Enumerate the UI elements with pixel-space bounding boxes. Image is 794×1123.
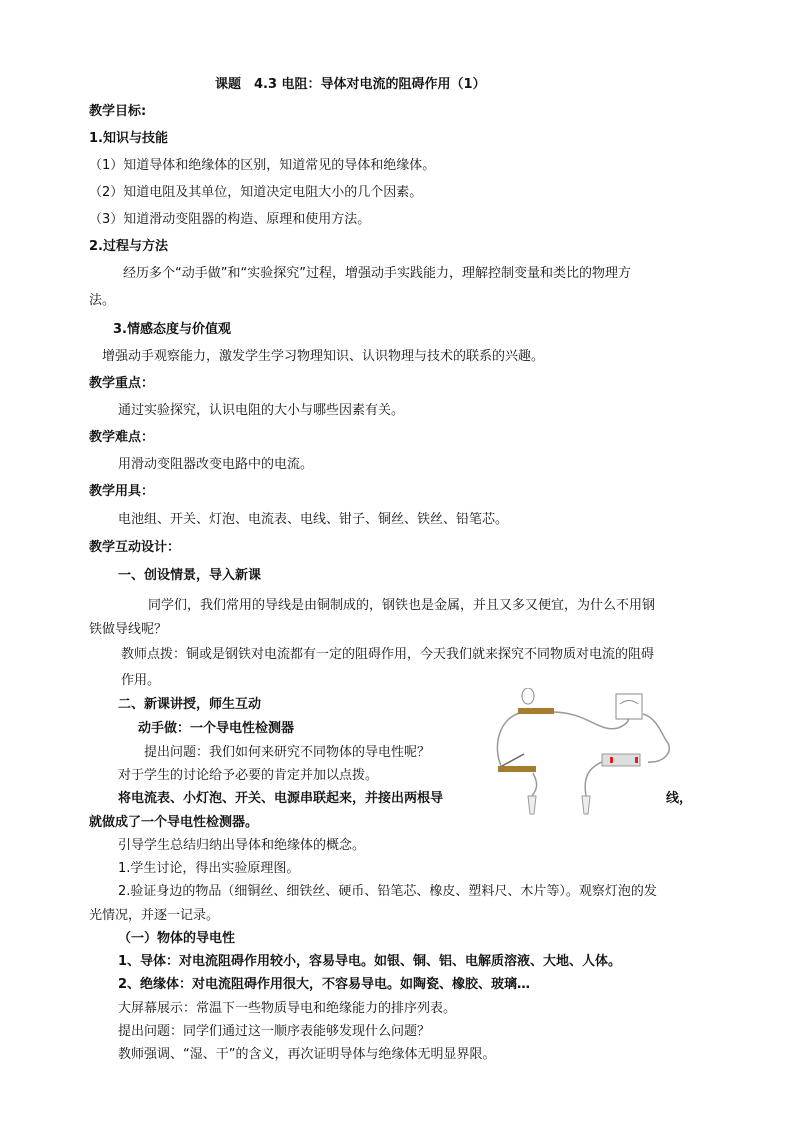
- text-line: 教学难点：: [89, 430, 155, 445]
- text-line: 一、创设情景，导入新课: [118, 568, 262, 583]
- text-line: 线，: [666, 791, 693, 806]
- alligator-clip-icon: [528, 796, 536, 814]
- text-line: 教师强调、“湿、干”的含义，再次证明导体与绝缘体无明显界限。: [118, 1047, 496, 1062]
- text-line: 引导学生总结归纳出导体和绝缘体的概念。: [118, 838, 366, 853]
- alligator-clip-icon: [582, 796, 590, 814]
- ammeter-icon: [616, 694, 642, 719]
- text-line: 法。: [89, 293, 116, 308]
- text-line: （1）知道导体和绝缘体的区别，知道常见的导体和绝缘体。: [89, 158, 436, 173]
- text-line: 提出问题：我们如何来研究不同物体的导电性呢？: [144, 745, 431, 760]
- text-line: 二、新课讲授，师生互动: [118, 697, 262, 712]
- text-line: 教学重点：: [89, 376, 155, 391]
- text-line: （3）知道滑动变阻器的构造、原理和使用方法。: [89, 212, 371, 227]
- text-line: 提出问题：同学们通过这一顺序表能够发现什么问题？: [118, 1024, 431, 1039]
- bulb-icon: [522, 688, 534, 704]
- lesson-title: 课题 4.3 电阻：导体对电流的阻碍作用（1）: [215, 77, 486, 92]
- text-line: 教师点拨：铜或是钢铁对电流都有一定的阻碍作用，今天我们就来探究不同物质对电流的阻碍: [121, 647, 655, 662]
- bulb-base: [518, 708, 554, 714]
- text-line: 通过实验探究，认识电阻的大小与哪些因素有关。: [118, 403, 405, 418]
- text-line: 1.学生讨论，得出实验原理图。: [118, 861, 300, 876]
- text-line: 教学互动设计：: [89, 540, 181, 555]
- text-line: 用滑动变阻器改变电路中的电流。: [118, 457, 314, 472]
- text-line: 2.过程与方法: [89, 239, 168, 254]
- text-line: 电池组、开关、灯泡、电流表、电线、钳子、铜丝、铁丝、铅笔芯。: [118, 512, 509, 527]
- text-line: 经历多个“动手做”和“实验探究”过程，增强动手实践能力，理解控制变量和类比的物理方: [123, 266, 631, 281]
- battery-icon: [602, 754, 640, 766]
- text-line: 2、绝缘体：对电流阻碍作用很大，不容易导电。如陶瓷、橡胶、玻璃…: [118, 977, 531, 992]
- text-line: （一）物体的导电性: [118, 931, 236, 946]
- conductivity-tester-circuit-image: [488, 688, 708, 820]
- text-line: 1、导体：对电流阻碍作用较小，容易导电。如银、铜、铝、电解质溶液、大地、人体。: [118, 954, 622, 969]
- text-line: 教学用具：: [89, 484, 155, 499]
- text-line: 铁做导线呢？: [89, 622, 168, 637]
- text-line: 同学们，我们常用的导线是由铜制成的，钢铁也是金属，并且又多又便宜，为什么不用钢: [148, 598, 656, 613]
- text-line: （2）知道电阻及其单位，知道决定电阻大小的几个因素。: [89, 185, 423, 200]
- text-line: 教学目标:: [89, 104, 147, 119]
- text-line: 增强动手观察能力，激发学生学习物理知识、认识物理与技术的联系的兴趣。: [102, 349, 545, 364]
- text-line: 对于学生的讨论给予必要的肯定并加以点拨。: [118, 768, 379, 783]
- text-line: 将电流表、小灯泡、开关、电源串联起来，并接出两根导: [118, 791, 444, 806]
- text-line: 大屏幕展示：常温下一些物质导电和绝缘能力的排序列表。: [118, 1001, 457, 1016]
- text-line: 3.情感态度与价值观: [113, 322, 231, 337]
- text-line: 光情况，并逐一记录。: [89, 908, 220, 923]
- text-line: 作用。: [121, 673, 161, 688]
- switch-base: [498, 766, 536, 772]
- text-line: 就做成了一个导电性检测器。: [89, 815, 259, 830]
- text-line: 动手做：一个导电性检测器: [138, 721, 295, 736]
- text-line: 2.验证身边的物品（细铜丝、细铁丝、硬币、铅笔芯、橡皮、塑料尺、木片等）。观察灯泡的发: [118, 884, 657, 899]
- text-line: 1.知识与技能: [89, 131, 168, 146]
